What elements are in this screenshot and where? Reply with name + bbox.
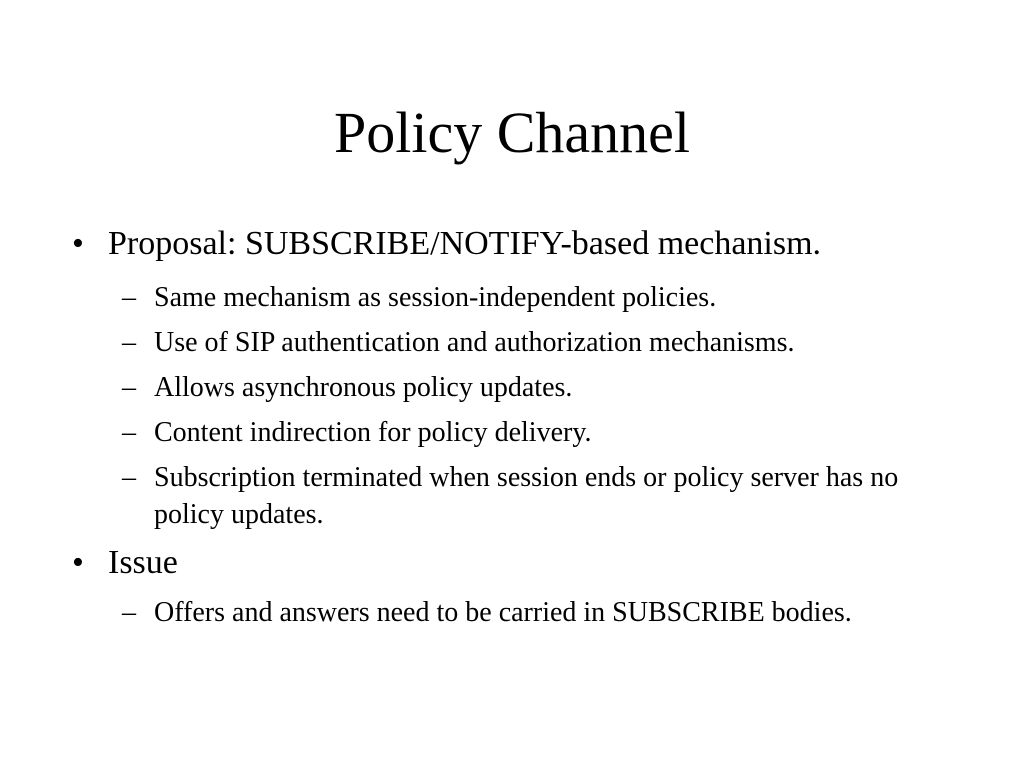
sub-item-text: Subscription terminated when session ends or policy server has no policy updates. xyxy=(154,462,899,530)
sub-item xyxy=(122,369,914,406)
dash-marker: – xyxy=(122,327,136,358)
dash-marker: – xyxy=(122,282,136,313)
dash-marker: – xyxy=(122,597,136,628)
sub-item xyxy=(122,279,914,316)
bullet-item-proposal xyxy=(72,224,822,264)
sub-item-text: Content indirection for policy delivery. xyxy=(154,417,592,448)
bullet-item-issue xyxy=(72,543,178,583)
sub-item xyxy=(122,414,914,451)
sub-item-text: Same mechanism as session-independent policies. xyxy=(154,282,717,313)
bullet-text: Proposal: SUBSCRIBE/NOTIFY-based mechanism. xyxy=(108,225,822,262)
bullet-marker: • xyxy=(72,225,84,262)
sub-item-text: Use of SIP authentication and authorization mechanisms. xyxy=(154,327,795,358)
sub-item xyxy=(122,594,914,631)
dash-marker: – xyxy=(122,462,136,493)
bullet-marker: • xyxy=(72,544,84,581)
dash-marker: – xyxy=(122,417,136,448)
sub-item-text: Allows asynchronous policy updates. xyxy=(154,372,573,403)
sub-item-text: Offers and answers need to be carried in SUBSCRIBE bodies. xyxy=(154,597,852,628)
slide-title: Policy Channel xyxy=(333,100,690,165)
bullet-text: Issue xyxy=(108,544,178,581)
dash-marker: – xyxy=(122,372,136,403)
sub-item xyxy=(122,459,914,533)
sub-item xyxy=(122,324,914,361)
